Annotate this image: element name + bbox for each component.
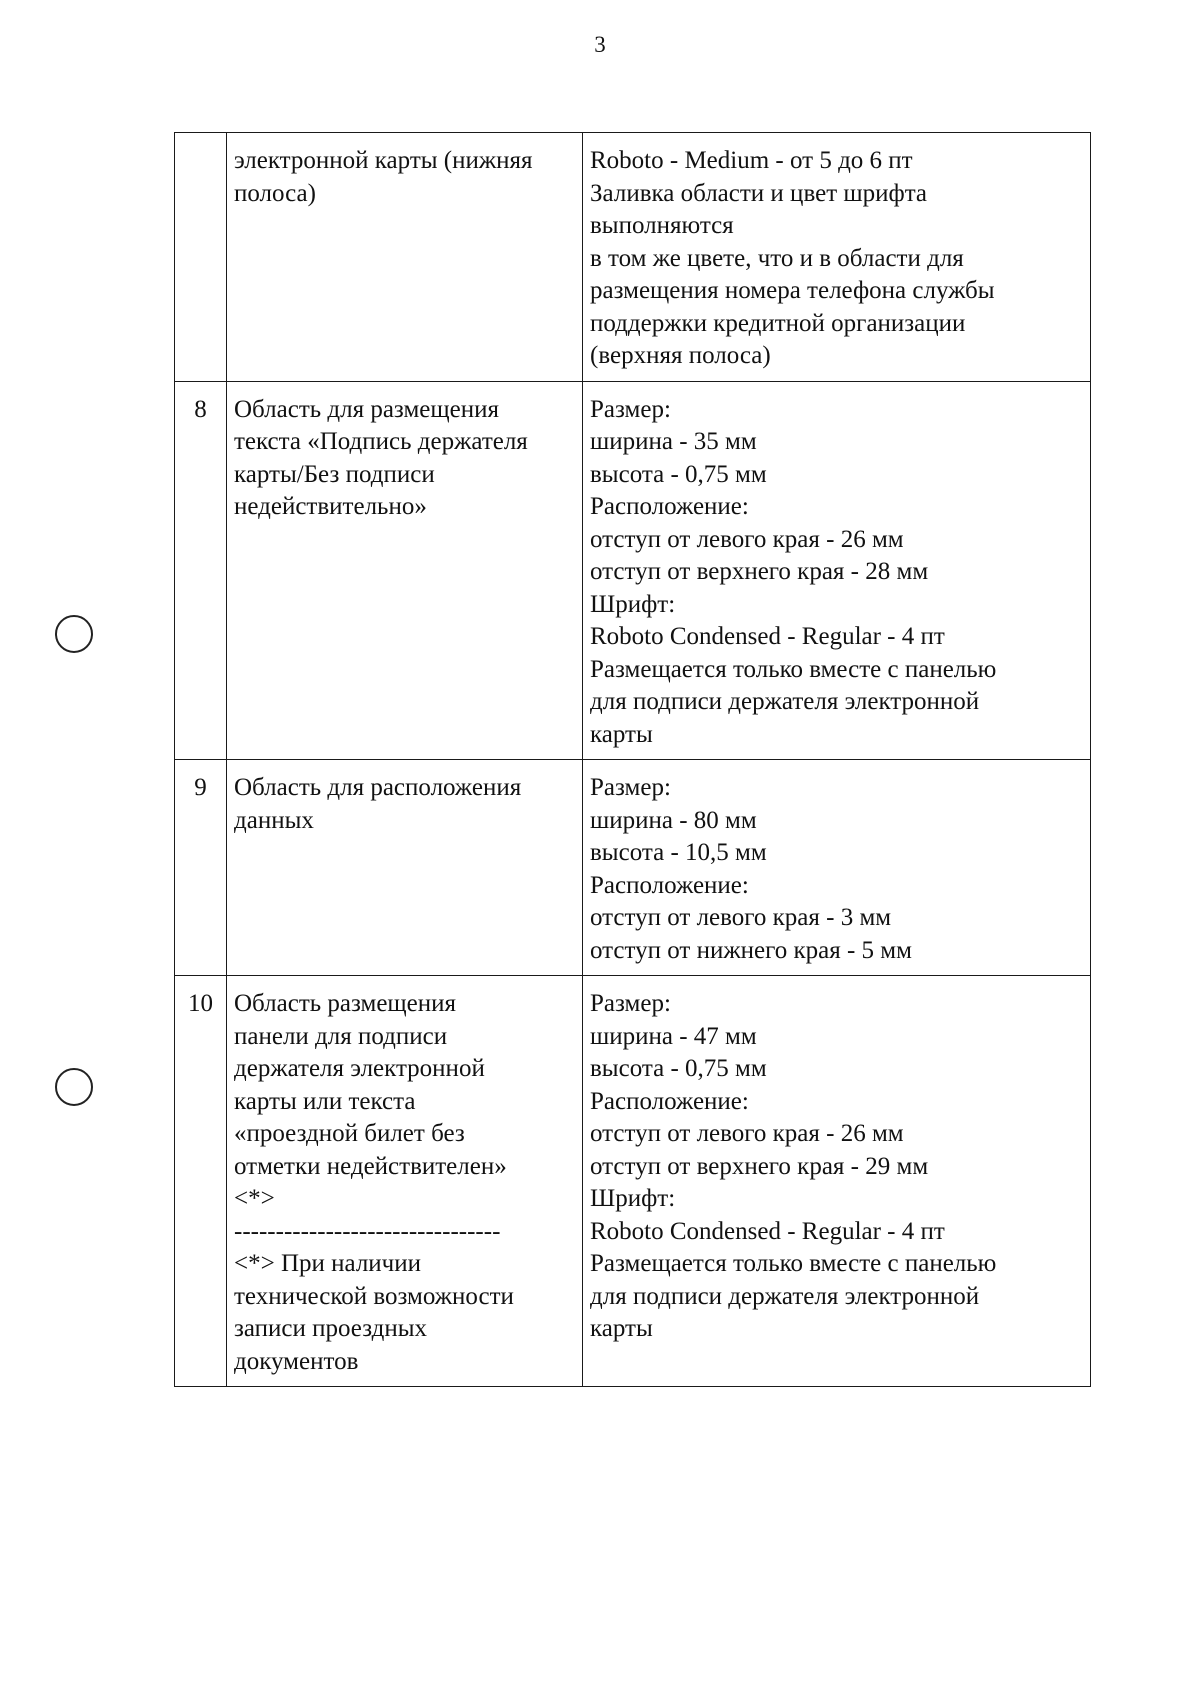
requirement-line: карты [590, 1315, 653, 1342]
table-row [175, 133, 1091, 382]
row-number-cell [175, 133, 227, 382]
element-name-line: Область для расположения [234, 774, 522, 801]
requirement-line: Размер: [590, 774, 671, 801]
requirement-line: Расположение: [590, 871, 749, 899]
element-name-line: текста «Подпись держателя [234, 428, 528, 455]
element-name-line: записи проездных [234, 1315, 428, 1342]
requirement-line: Roboto - Medium - от 5 до 6 пт [590, 147, 913, 174]
requirement-line: высота - 10,5 мм [590, 839, 767, 866]
row-number-cell [175, 976, 227, 1387]
table-row [175, 976, 1091, 1387]
element-name-line: <*> При наличии [234, 1250, 422, 1277]
requirement-line: Размещается только вместе с панелью [590, 655, 997, 683]
requirement-line: ширина - 35 мм [590, 428, 757, 455]
element-name-line: -------------------------------- [234, 1217, 501, 1245]
row-number: 10 [188, 990, 213, 1017]
requirement-line: для подписи держателя электронной [590, 688, 980, 715]
row-number-cell [175, 760, 227, 976]
page-number: 3 [594, 32, 606, 57]
requirement-line: Размещается только вместе с панелью [590, 1250, 997, 1277]
requirements-cell [583, 133, 1091, 382]
table-row [175, 381, 1091, 760]
element-name-line: карты или текста [234, 1087, 416, 1115]
punch-hole-icon [55, 615, 93, 653]
requirements-cell [583, 976, 1091, 1387]
requirement-line: отступ от верхнего края - 28 мм [590, 558, 929, 585]
punch-hole-icon [55, 1068, 93, 1106]
requirement-line: Roboto Condensed - Regular - 4 пт [590, 623, 945, 650]
element-name-line: отметки недействителен» [234, 1152, 507, 1180]
requirement-line: ширина - 47 мм [590, 1022, 757, 1050]
element-name-line: держателя электронной [234, 1055, 485, 1082]
requirement-line: Расположение: [590, 1087, 749, 1115]
requirement-line: в том же цвете, что и в области для [590, 244, 964, 272]
requirement-line: высота - 0,75 мм [590, 460, 767, 488]
element-name-line: Область для размещения [234, 395, 499, 423]
element-name-line: электронной карты (нижняя [234, 147, 533, 174]
requirement-line: отступ от нижнего края - 5 мм [590, 936, 912, 964]
table-row [175, 760, 1091, 976]
requirement-line: поддержки кредитной организации [590, 309, 966, 337]
requirements-cell [583, 381, 1091, 760]
requirement-line: Шрифт: [590, 1185, 676, 1212]
element-name-line: технической возможности [234, 1282, 514, 1310]
requirement-line: ширина - 80 мм [590, 806, 757, 834]
specification-table-body [175, 133, 1091, 1387]
requirement-line: выполняются [590, 212, 734, 239]
requirement-line: размещения номера телефона службы [590, 277, 995, 304]
element-name-line: документов [234, 1347, 359, 1375]
element-name-cell [227, 976, 583, 1387]
requirement-line: отступ от левого края - 3 мм [590, 904, 892, 931]
element-name-line: панели для подписи [234, 1022, 448, 1050]
requirement-line: Заливка области и цвет шрифта [590, 179, 928, 207]
element-name-line: карты/Без подписи [234, 460, 435, 488]
requirements-cell [583, 760, 1091, 976]
element-name-line: недействительно» [234, 493, 427, 520]
requirement-line: карты [590, 720, 653, 748]
requirement-line: отступ от левого края - 26 мм [590, 525, 904, 553]
requirement-line: отступ от левого края - 26 мм [590, 1120, 904, 1147]
requirement-line: Расположение: [590, 493, 749, 520]
requirement-line: Размер: [590, 395, 671, 423]
element-name-cell [227, 133, 583, 382]
requirement-line: (верхняя полоса) [590, 342, 771, 369]
element-name-line: «проездной билет без [234, 1120, 465, 1147]
requirement-line: Roboto Condensed - Regular - 4 пт [590, 1217, 945, 1245]
requirement-line: Размер: [590, 990, 671, 1017]
row-number: 9 [194, 774, 207, 801]
requirement-line: Шрифт: [590, 590, 676, 618]
row-number: 8 [194, 395, 207, 423]
element-name-line: данных [234, 806, 314, 834]
requirement-line: отступ от верхнего края - 29 мм [590, 1152, 929, 1180]
row-number-cell [175, 381, 227, 760]
specification-table [174, 132, 1091, 1387]
element-name-line: Область размещения [234, 990, 457, 1017]
element-name-cell [227, 381, 583, 760]
requirement-line: высота - 0,75 мм [590, 1055, 767, 1082]
element-name-cell [227, 760, 583, 976]
requirement-line: для подписи держателя электронной [590, 1282, 980, 1310]
element-name-line: полоса) [234, 179, 316, 207]
element-name-line: <*> [234, 1185, 275, 1212]
